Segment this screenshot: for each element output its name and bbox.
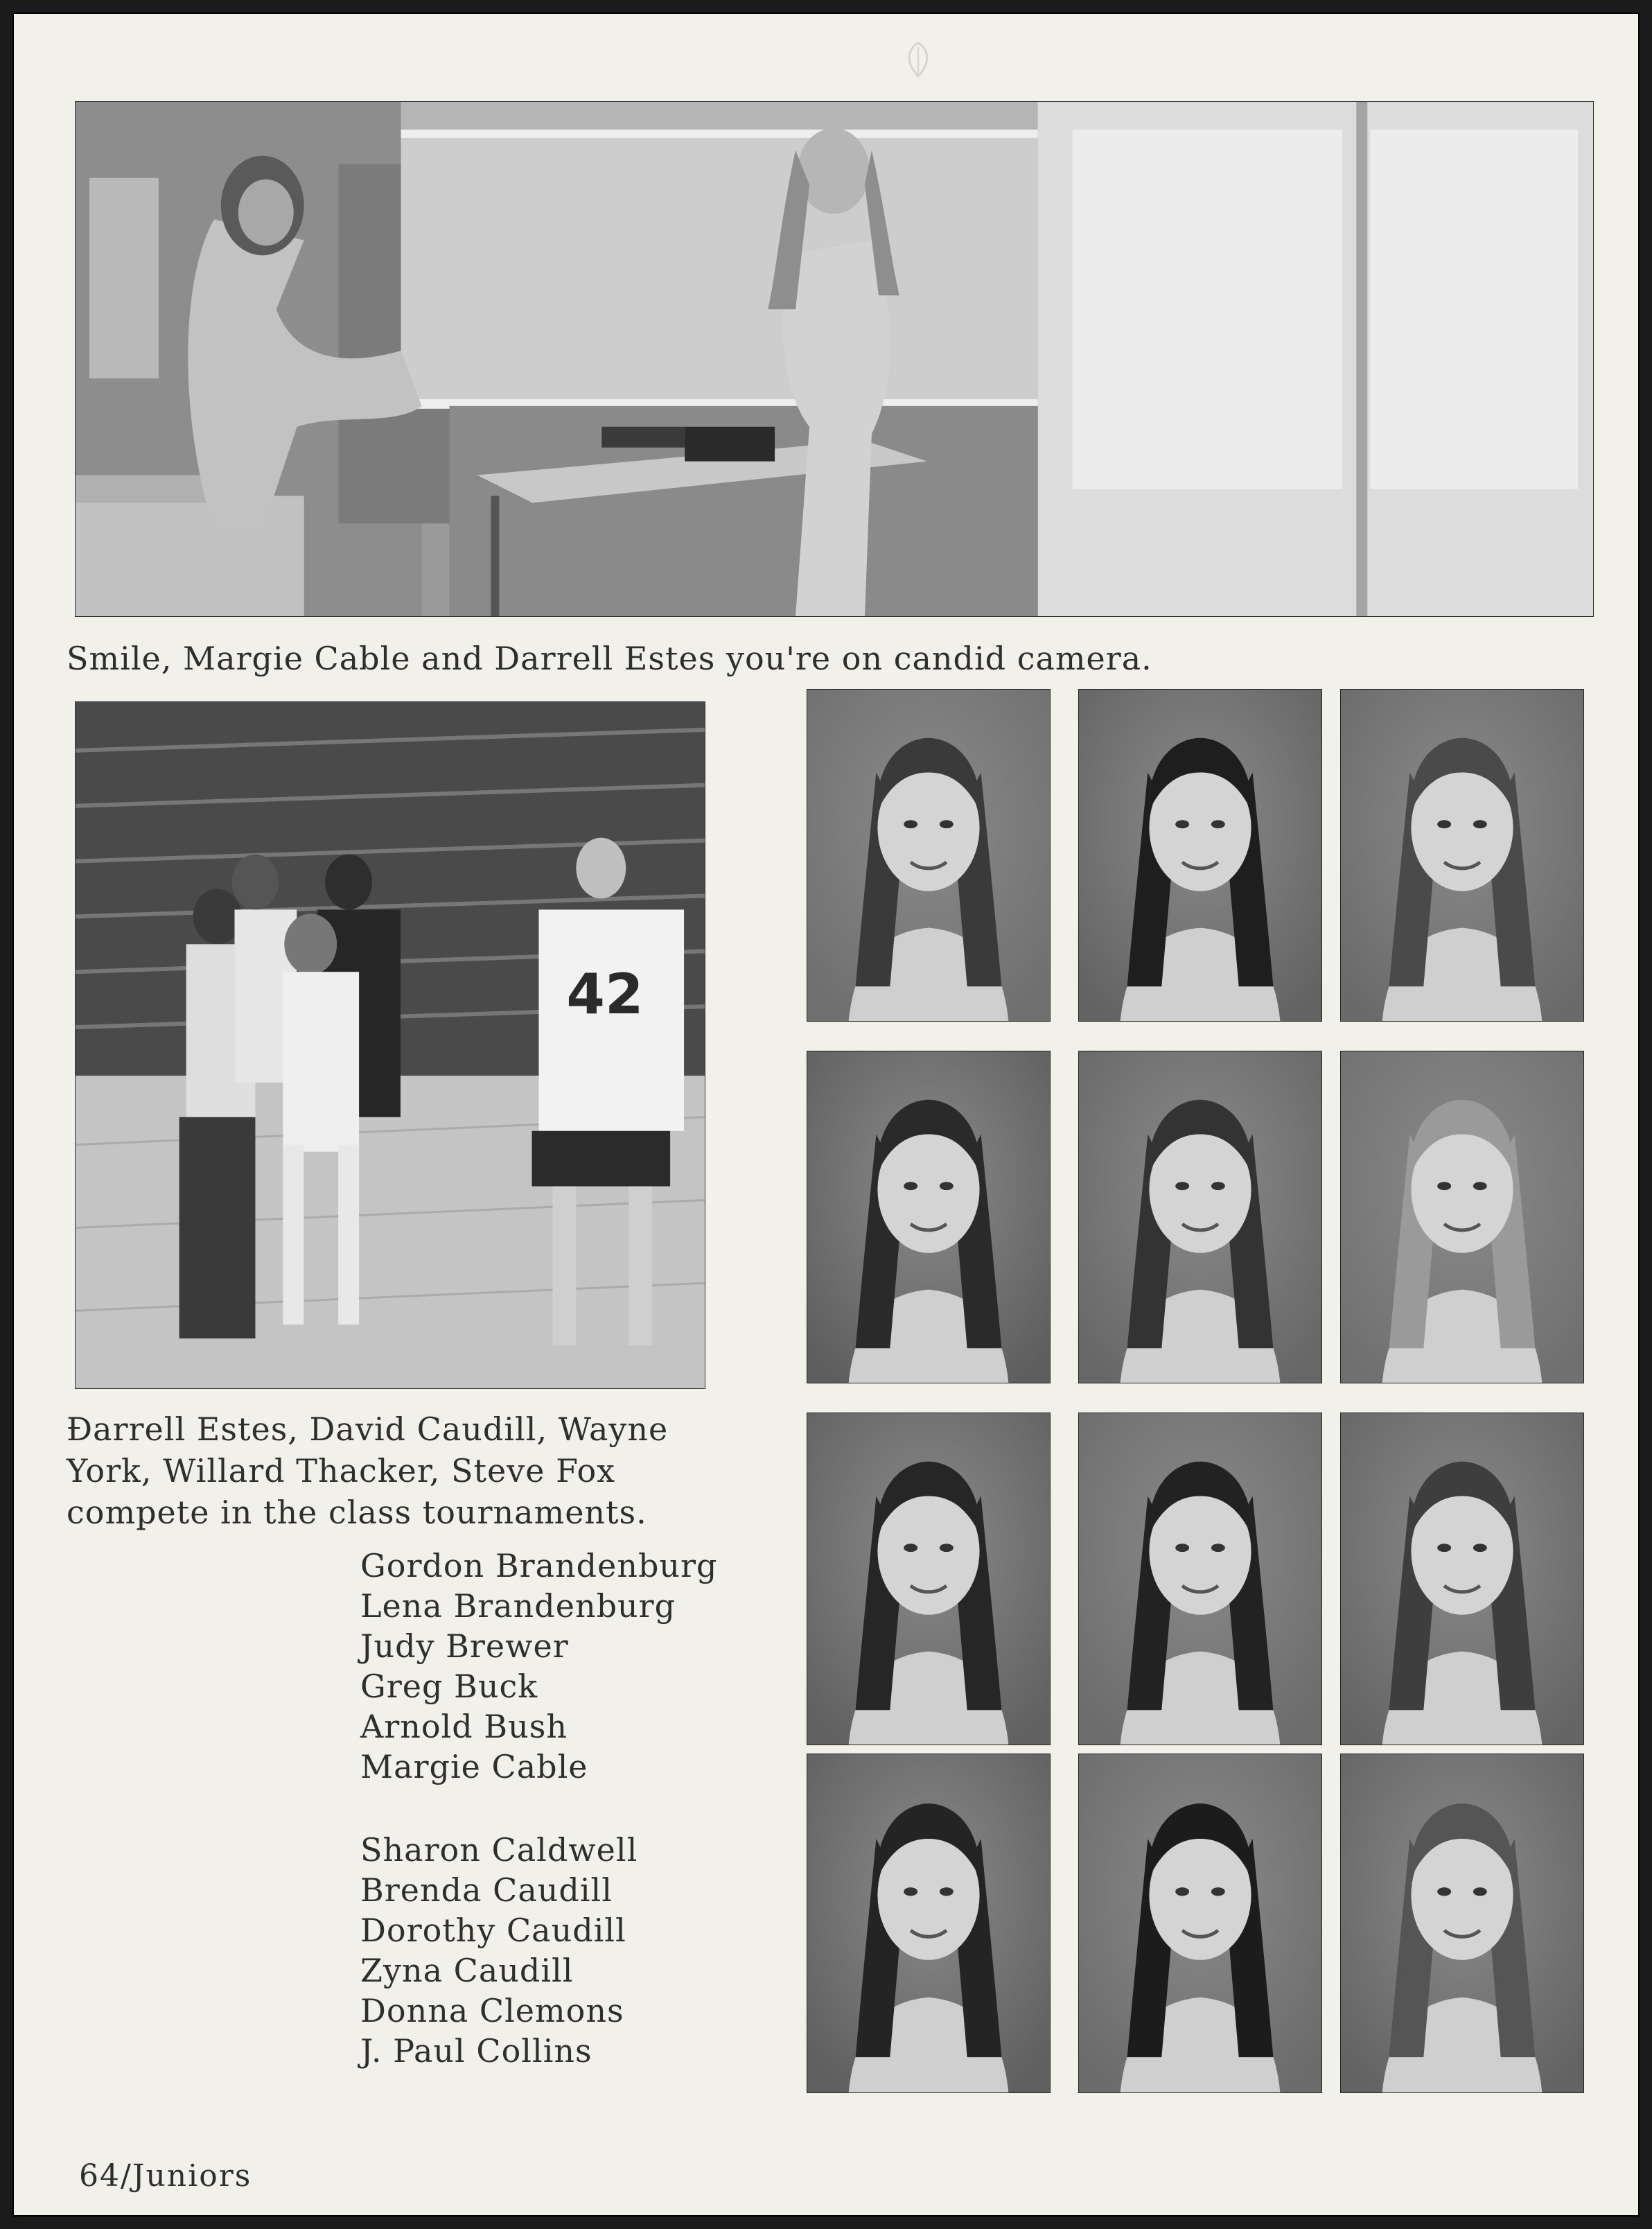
- basketball-photo: [75, 701, 705, 1389]
- student-portrait: [1078, 1754, 1322, 2093]
- student-portrait: [1340, 1051, 1584, 1383]
- student-name: Arnold Bush: [360, 1708, 568, 1745]
- name-list-row-1: [360, 1546, 717, 1787]
- student-portrait: [1340, 1413, 1584, 1745]
- student-portrait: [807, 1754, 1051, 2093]
- student-name: Zyna Caudill: [360, 1952, 574, 1989]
- jersey-number: 42: [566, 962, 644, 1027]
- student-portrait: [807, 1051, 1051, 1383]
- caption-line: York, Willard Thacker, Steve Fox: [67, 1452, 616, 1489]
- student-name: Gordon Brandenburg: [360, 1547, 718, 1584]
- student-portrait: [1078, 1413, 1322, 1745]
- basketball-photo-caption: [67, 1408, 668, 1533]
- caption-line: compete in the class tournaments.: [67, 1494, 647, 1531]
- student-name: Dorothy Caudill: [360, 1912, 626, 1949]
- student-portrait: [1078, 689, 1322, 1022]
- student-name: Brenda Caudill: [360, 1871, 613, 1909]
- student-name: Judy Brewer: [360, 1627, 569, 1665]
- student-name: Sharon Caldwell: [360, 1831, 638, 1869]
- name-list-row-2: [360, 1830, 638, 2071]
- student-name: Margie Cable: [360, 1748, 588, 1785]
- candid-photo-caption: Smile, Margie Cable and Darrell Estes you're on candid camera.: [67, 640, 1152, 677]
- student-name: Greg Buck: [360, 1668, 538, 1705]
- student-name: J. Paul Collins: [360, 2032, 592, 2070]
- student-portrait: [807, 689, 1051, 1022]
- candid-photo: [75, 101, 1594, 617]
- caption-line: Ðarrell Estes, David Caudill, Wayne: [67, 1410, 669, 1448]
- student-name: Lena Brandenburg: [360, 1587, 676, 1625]
- student-portrait: [1078, 1051, 1322, 1383]
- student-name: Donna Clemons: [360, 1992, 624, 2029]
- student-portrait: [1340, 1754, 1584, 2093]
- page-folio: 64/Juniors: [79, 2158, 252, 2194]
- yearbook-page: [12, 12, 1640, 2217]
- student-portrait: [1340, 689, 1584, 1022]
- leaf-watermark: [904, 42, 933, 79]
- student-portrait: [807, 1413, 1051, 1745]
